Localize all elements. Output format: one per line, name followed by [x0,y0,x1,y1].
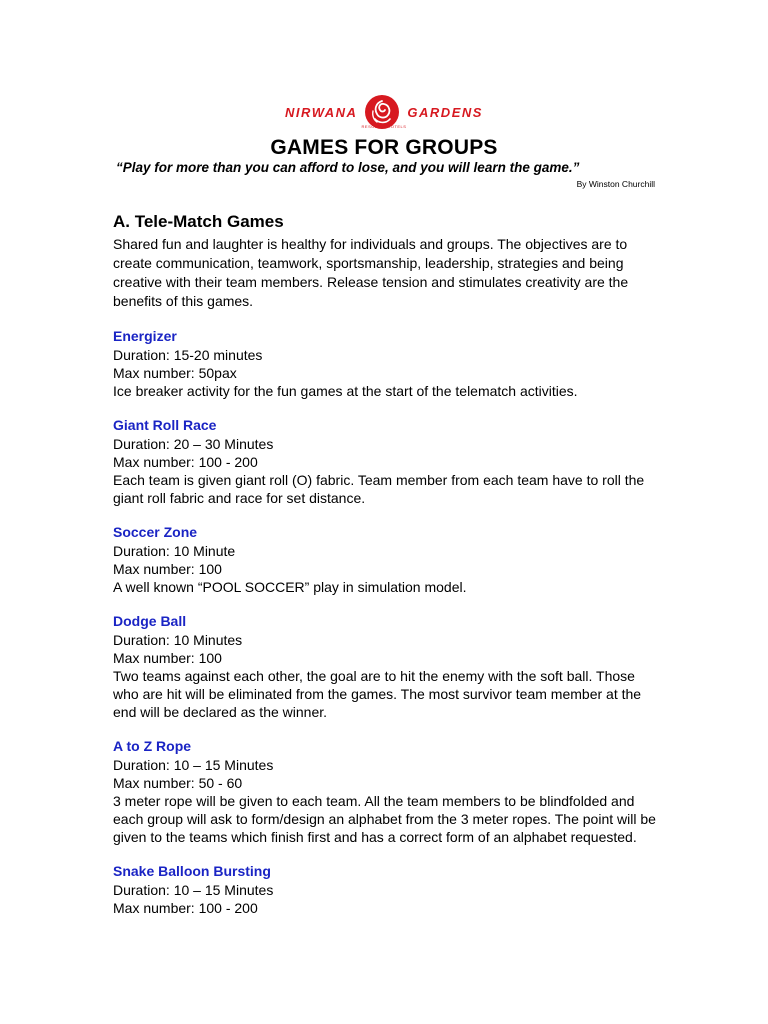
game-duration: Duration: 10 Minute [113,543,236,559]
game-description: A well known “POOL SOCCER” play in simulation model. [113,579,467,595]
section-intro: Shared fun and laughter is healthy for individuals and groups. The objectives are to create communication, teamwork, sportsmanship, leadership, strategies and being creative with their team members. Release tension and stimulates creativity are the benefits of this games. [113,236,629,309]
game-entry [113,416,658,507]
game-max-number: Max number: 100 - 200 [113,900,258,916]
page-title: GAMES FOR GROUPS [270,136,498,159]
game-entry [113,737,658,846]
quote-attribution: By Winston Churchill [576,179,655,189]
game-description: Each team is given giant roll (O) fabric. Team member from each team have to roll the giant roll fabric and race for set distance. [113,472,645,506]
game-title: Giant Roll Race [113,417,217,433]
game-entry [113,327,658,400]
game-max-number: Max number: 100 [113,650,222,666]
game-max-number: Max number: 50 - 60 [113,775,243,791]
game-description: Two teams against each other, the goal are to hit the enemy with the soft ball. Those who are hit will be eliminated from the games. The most survivor team member at the end will be declared as the winner. [113,668,642,720]
main-content [113,211,658,917]
game-duration: Duration: 15-20 minutes [113,347,263,363]
section-heading: A. Tele-Match Games [113,212,284,231]
game-duration: Duration: 20 – 30 Minutes [113,436,274,452]
game-duration: Duration: 10 – 15 Minutes [113,882,274,898]
quote: “Play for more than you can afford to lose, and you will learn the game.” [116,160,580,175]
game-max-number: Max number: 50pax [113,365,237,381]
game-duration: Duration: 10 Minutes [113,632,243,648]
logo-right-word: GARDENS [407,104,483,120]
game-max-number: Max number: 100 [113,561,222,577]
game-title: A to Z Rope [113,738,192,754]
logo-left-word: NIRWANA [285,104,358,120]
game-title: Energizer [113,328,177,344]
game-entry [113,523,658,596]
game-title: Snake Balloon Bursting [113,863,271,879]
game-duration: Duration: 10 – 15 Minutes [113,757,274,773]
logo-subtext: RESORT & HOTELS [361,124,407,129]
game-max-number: Max number: 100 - 200 [113,454,258,470]
game-title: Soccer Zone [113,524,198,540]
game-description: Ice breaker activity for the fun games at the start of the telematch activities. [113,383,578,399]
game-entry [113,862,658,917]
game-description: 3 meter rope will be given to each team. All the team members to be blindfolded and each group will ask to form/design an alphabet from the 3 meter ropes. The point will be given to the teams which finish first and has a correct form of an alphabet requested. [113,793,656,845]
game-entry [113,612,658,721]
game-title: Dodge Ball [113,613,187,629]
